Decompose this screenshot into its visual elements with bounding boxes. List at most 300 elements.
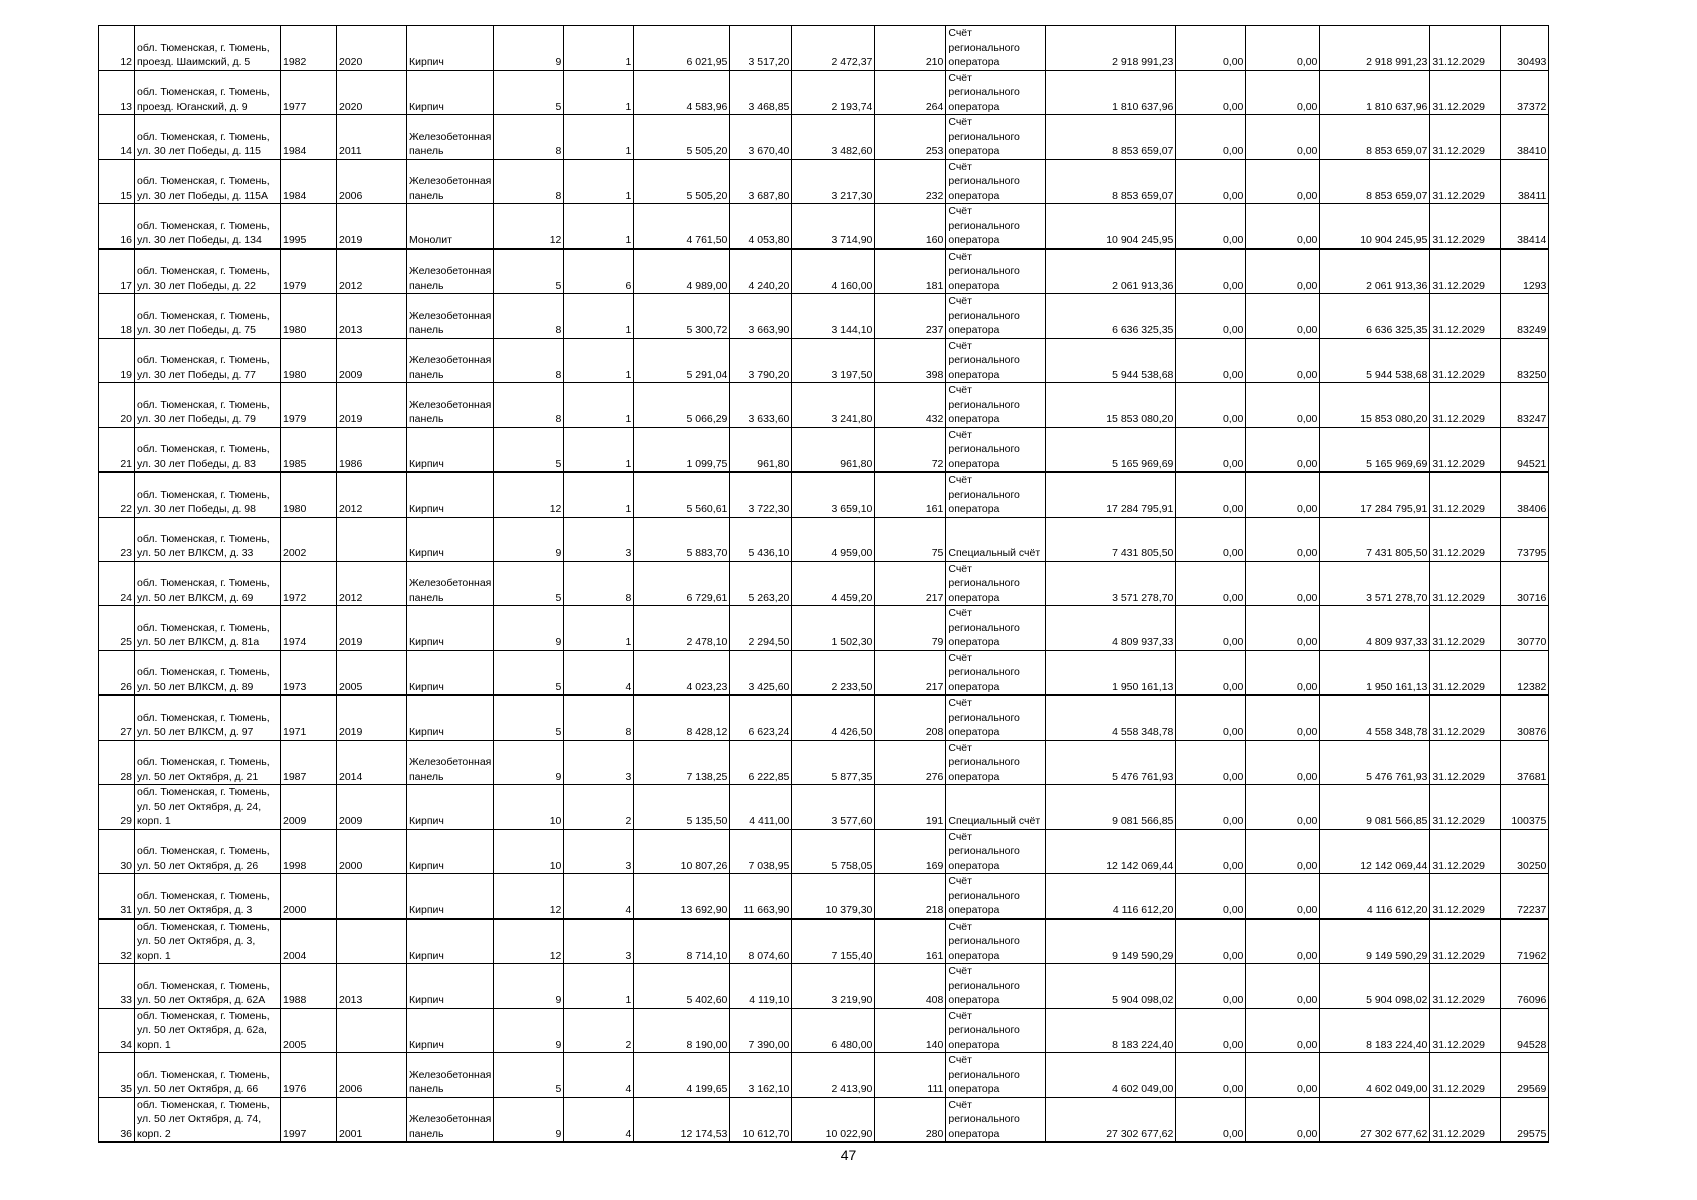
cell-total-area: 4 199,65 (634, 1053, 730, 1098)
cell-fund-method: Счёт регионального оператора (946, 26, 1046, 71)
cell-residential-area: 6 480,00 (792, 1008, 875, 1053)
cell-total-cost: 9 149 590,29 (1046, 919, 1176, 964)
cell-residential-area: 3 144,10 (792, 294, 875, 339)
cell-building-id: 73795 (1501, 517, 1549, 561)
cell-entrances: 1 (564, 159, 634, 204)
cell-total-area: 5 402,60 (634, 964, 730, 1009)
cell-address: обл. Тюменская, г. Тюмень, ул. 30 лет Победы, д. 98 (135, 472, 281, 517)
cell-build-year: 1974 (281, 606, 337, 651)
cell-build-year: 1997 (281, 1097, 337, 1142)
cell-owners-funds: 5 476 761,93 (1320, 740, 1430, 785)
cell-total-cost: 4 602 049,00 (1046, 1053, 1176, 1098)
cell-total-cost: 1 810 637,96 (1046, 70, 1176, 115)
cell-deadline: 31.12.2029 (1430, 740, 1501, 785)
cell-floors: 8 (494, 294, 564, 339)
cell-fund-method: Счёт регионального оператора (946, 695, 1046, 740)
cell-floors: 8 (494, 383, 564, 428)
cell-wall-material: Железобетонная панель (407, 561, 494, 606)
cell-floors: 5 (494, 1053, 564, 1098)
cell-fund-method: Счёт регионального оператора (946, 115, 1046, 160)
cell-deadline: 31.12.2029 (1430, 1008, 1501, 1053)
cell-regional-budget: 0,00 (1176, 561, 1246, 606)
cell-entrances: 4 (564, 1053, 634, 1098)
cell-row-number: 33 (99, 964, 135, 1009)
cell-row-number: 34 (99, 1008, 135, 1053)
cell-build-year: 1984 (281, 159, 337, 204)
cell-wall-material: Кирпич (407, 964, 494, 1009)
cell-building-id: 94521 (1501, 427, 1549, 472)
cell-wall-material: Железобетонная панель (407, 249, 494, 294)
cell-total-cost: 8 853 659,07 (1046, 115, 1176, 160)
cell-regional-budget: 0,00 (1176, 829, 1246, 874)
cell-floors: 5 (494, 561, 564, 606)
cell-owners-funds: 9 149 590,29 (1320, 919, 1430, 964)
cell-address: обл. Тюменская, г. Тюмень, ул. 50 лет ВЛКСМ, д. 97 (135, 695, 281, 740)
table-row (99, 561, 1549, 606)
cell-address: обл. Тюменская, г. Тюмень, ул. 50 лет Октября, д. 62А (135, 964, 281, 1009)
cell-residential-area: 4 959,00 (792, 517, 875, 561)
cell-living-area: 5 436,10 (730, 517, 792, 561)
cell-residential-area: 2 472,37 (792, 26, 875, 71)
cell-wall-material: Железобетонная панель (407, 740, 494, 785)
cell-residents: 280 (875, 1097, 946, 1142)
cell-last-repair-year (337, 1008, 407, 1053)
cell-build-year: 1987 (281, 740, 337, 785)
cell-living-area: 3 517,20 (730, 26, 792, 71)
cell-entrances: 4 (564, 874, 634, 919)
cell-residents: 208 (875, 695, 946, 740)
cell-local-budget: 0,00 (1246, 964, 1320, 1009)
table-row (99, 874, 1549, 919)
cell-row-number: 36 (99, 1097, 135, 1142)
cell-owners-funds: 15 853 080,20 (1320, 383, 1430, 428)
cell-building-id: 83249 (1501, 294, 1549, 339)
cell-building-id: 29569 (1501, 1053, 1549, 1098)
cell-build-year: 1982 (281, 26, 337, 71)
cell-last-repair-year (337, 919, 407, 964)
cell-fund-method: Счёт регионального оператора (946, 829, 1046, 874)
cell-fund-method: Счёт регионального оператора (946, 650, 1046, 695)
cell-total-cost: 4 558 348,78 (1046, 695, 1176, 740)
cell-local-budget: 0,00 (1246, 294, 1320, 339)
cell-living-area: 7 390,00 (730, 1008, 792, 1053)
cell-local-budget: 0,00 (1246, 159, 1320, 204)
cell-build-year: 1973 (281, 650, 337, 695)
cell-total-cost: 5 476 761,93 (1046, 740, 1176, 785)
cell-wall-material: Кирпич (407, 874, 494, 919)
cell-living-area: 3 687,80 (730, 159, 792, 204)
cell-row-number: 12 (99, 26, 135, 71)
cell-entrances: 3 (564, 829, 634, 874)
cell-wall-material: Железобетонная панель (407, 159, 494, 204)
cell-owners-funds: 17 284 795,91 (1320, 472, 1430, 517)
cell-local-budget: 0,00 (1246, 338, 1320, 383)
cell-residents: 160 (875, 204, 946, 249)
cell-entrances: 4 (564, 650, 634, 695)
cell-total-area: 13 692,90 (634, 874, 730, 919)
cell-total-cost: 4 809 937,33 (1046, 606, 1176, 651)
cell-last-repair-year: 1986 (337, 427, 407, 472)
cell-total-area: 5 135,50 (634, 785, 730, 830)
cell-floors: 12 (494, 204, 564, 249)
cell-row-number: 25 (99, 606, 135, 651)
cell-wall-material: Кирпич (407, 26, 494, 71)
cell-total-cost: 3 571 278,70 (1046, 561, 1176, 606)
cell-address: обл. Тюменская, г. Тюмень, ул. 50 лет Октября, д. 21 (135, 740, 281, 785)
cell-entrances: 1 (564, 606, 634, 651)
cell-total-area: 4 761,50 (634, 204, 730, 249)
cell-entrances: 1 (564, 70, 634, 115)
cell-local-budget: 0,00 (1246, 472, 1320, 517)
cell-floors: 8 (494, 338, 564, 383)
cell-local-budget: 0,00 (1246, 427, 1320, 472)
table-row (99, 115, 1549, 160)
cell-wall-material: Железобетонная панель (407, 115, 494, 160)
cell-total-area: 5 066,29 (634, 383, 730, 428)
cell-build-year: 1979 (281, 249, 337, 294)
cell-owners-funds: 2 918 991,23 (1320, 26, 1430, 71)
cell-deadline: 31.12.2029 (1430, 606, 1501, 651)
cell-residential-area: 10 022,90 (792, 1097, 875, 1142)
cell-fund-method: Счёт регионального оператора (946, 919, 1046, 964)
cell-last-repair-year: 2012 (337, 249, 407, 294)
cell-deadline: 31.12.2029 (1430, 26, 1501, 71)
cell-total-area: 4 583,96 (634, 70, 730, 115)
cell-deadline: 31.12.2029 (1430, 427, 1501, 472)
cell-deadline: 31.12.2029 (1430, 785, 1501, 830)
cell-floors: 9 (494, 1008, 564, 1053)
cell-fund-method: Счёт регионального оператора (946, 427, 1046, 472)
cell-residents: 111 (875, 1053, 946, 1098)
cell-local-budget: 0,00 (1246, 785, 1320, 830)
cell-regional-budget: 0,00 (1176, 785, 1246, 830)
cell-fund-method: Счёт регионального оператора (946, 472, 1046, 517)
cell-living-area: 11 663,90 (730, 874, 792, 919)
cell-address: обл. Тюменская, г. Тюмень, ул. 50 лет Октября, д. 74, корп. 2 (135, 1097, 281, 1142)
cell-address: обл. Тюменская, г. Тюмень, ул. 30 лет Победы, д. 83 (135, 427, 281, 472)
cell-floors: 5 (494, 650, 564, 695)
cell-row-number: 28 (99, 740, 135, 785)
cell-build-year: 1980 (281, 294, 337, 339)
cell-last-repair-year: 2005 (337, 650, 407, 695)
cell-total-cost: 6 636 325,35 (1046, 294, 1176, 339)
cell-deadline: 31.12.2029 (1430, 1053, 1501, 1098)
cell-total-area: 5 291,04 (634, 338, 730, 383)
cell-local-budget: 0,00 (1246, 26, 1320, 71)
cell-build-year: 1985 (281, 427, 337, 472)
cell-last-repair-year (337, 874, 407, 919)
cell-entrances: 3 (564, 517, 634, 561)
cell-fund-method: Счёт регионального оператора (946, 606, 1046, 651)
cell-local-budget: 0,00 (1246, 874, 1320, 919)
cell-row-number: 19 (99, 338, 135, 383)
cell-row-number: 26 (99, 650, 135, 695)
cell-living-area: 4 119,10 (730, 964, 792, 1009)
cell-regional-budget: 0,00 (1176, 26, 1246, 71)
cell-build-year: 2004 (281, 919, 337, 964)
cell-regional-budget: 0,00 (1176, 740, 1246, 785)
cell-living-area: 4 411,00 (730, 785, 792, 830)
cell-residents: 191 (875, 785, 946, 830)
cell-row-number: 13 (99, 70, 135, 115)
cell-address: обл. Тюменская, г. Тюмень, ул. 30 лет Победы, д. 134 (135, 204, 281, 249)
table-row (99, 159, 1549, 204)
cell-deadline: 31.12.2029 (1430, 695, 1501, 740)
table-row (99, 383, 1549, 428)
cell-wall-material: Кирпич (407, 695, 494, 740)
cell-row-number: 15 (99, 159, 135, 204)
cell-deadline: 31.12.2029 (1430, 1097, 1501, 1142)
cell-floors: 9 (494, 740, 564, 785)
cell-address: обл. Тюменская, г. Тюмень, ул. 30 лет Победы, д. 22 (135, 249, 281, 294)
cell-deadline: 31.12.2029 (1430, 159, 1501, 204)
cell-total-area: 4 989,00 (634, 249, 730, 294)
cell-owners-funds: 5 165 969,69 (1320, 427, 1430, 472)
cell-total-cost: 5 904 098,02 (1046, 964, 1176, 1009)
cell-regional-budget: 0,00 (1176, 606, 1246, 651)
cell-local-budget: 0,00 (1246, 695, 1320, 740)
cell-residents: 398 (875, 338, 946, 383)
cell-deadline: 31.12.2029 (1430, 115, 1501, 160)
cell-owners-funds: 5 904 098,02 (1320, 964, 1430, 1009)
cell-total-cost: 17 284 795,91 (1046, 472, 1176, 517)
cell-owners-funds: 27 302 677,62 (1320, 1097, 1430, 1142)
cell-entrances: 1 (564, 204, 634, 249)
cell-building-id: 38406 (1501, 472, 1549, 517)
cell-entrances: 1 (564, 115, 634, 160)
cell-address: обл. Тюменская, г. Тюмень, ул. 30 лет Победы, д. 77 (135, 338, 281, 383)
cell-total-area: 6 729,61 (634, 561, 730, 606)
cell-owners-funds: 9 081 566,85 (1320, 785, 1430, 830)
cell-owners-funds: 8 183 224,40 (1320, 1008, 1430, 1053)
cell-total-cost: 8 183 224,40 (1046, 1008, 1176, 1053)
table-row (99, 1097, 1549, 1142)
cell-wall-material: Кирпич (407, 517, 494, 561)
cell-residents: 72 (875, 427, 946, 472)
cell-regional-budget: 0,00 (1176, 517, 1246, 561)
cell-living-area: 3 663,90 (730, 294, 792, 339)
cell-residents: 217 (875, 650, 946, 695)
cell-residents: 253 (875, 115, 946, 160)
table-row (99, 785, 1549, 830)
cell-owners-funds: 5 944 538,68 (1320, 338, 1430, 383)
cell-building-id: 29575 (1501, 1097, 1549, 1142)
cell-row-number: 32 (99, 919, 135, 964)
cell-build-year: 1984 (281, 115, 337, 160)
cell-residents: 79 (875, 606, 946, 651)
cell-owners-funds: 6 636 325,35 (1320, 294, 1430, 339)
cell-total-cost: 10 904 245,95 (1046, 204, 1176, 249)
cell-residents: 161 (875, 919, 946, 964)
cell-residential-area: 2 193,74 (792, 70, 875, 115)
cell-entrances: 4 (564, 1097, 634, 1142)
cell-address: обл. Тюменская, г. Тюмень, проезд. Шаимский, д. 5 (135, 26, 281, 71)
cell-last-repair-year: 2019 (337, 204, 407, 249)
cell-entrances: 3 (564, 740, 634, 785)
cell-owners-funds: 4 558 348,78 (1320, 695, 1430, 740)
cell-wall-material: Кирпич (407, 472, 494, 517)
cell-total-area: 5 883,70 (634, 517, 730, 561)
cell-building-id: 30250 (1501, 829, 1549, 874)
cell-fund-method: Счёт регионального оператора (946, 249, 1046, 294)
cell-total-area: 5 505,20 (634, 115, 730, 160)
cell-last-repair-year: 2009 (337, 785, 407, 830)
cell-row-number: 16 (99, 204, 135, 249)
cell-owners-funds: 10 904 245,95 (1320, 204, 1430, 249)
cell-address: обл. Тюменская, г. Тюмень, ул. 50 лет Октября, д. 3 (135, 874, 281, 919)
cell-building-id: 83247 (1501, 383, 1549, 428)
cell-residential-area: 3 241,80 (792, 383, 875, 428)
cell-address: обл. Тюменская, г. Тюмень, ул. 30 лет Победы, д. 79 (135, 383, 281, 428)
cell-floors: 9 (494, 26, 564, 71)
table-row (99, 829, 1549, 874)
cell-local-budget: 0,00 (1246, 561, 1320, 606)
cell-floors: 8 (494, 115, 564, 160)
cell-fund-method: Счёт регионального оператора (946, 1097, 1046, 1142)
cell-last-repair-year: 2001 (337, 1097, 407, 1142)
cell-local-budget: 0,00 (1246, 1053, 1320, 1098)
cell-deadline: 31.12.2029 (1430, 383, 1501, 428)
cell-local-budget: 0,00 (1246, 919, 1320, 964)
cell-fund-method: Счёт регионального оператора (946, 964, 1046, 1009)
cell-row-number: 21 (99, 427, 135, 472)
cell-address: обл. Тюменская, г. Тюмень, ул. 50 лет Октября, д. 3, корп. 1 (135, 919, 281, 964)
cell-build-year: 1980 (281, 472, 337, 517)
cell-residential-area: 3 714,90 (792, 204, 875, 249)
cell-living-area: 3 790,20 (730, 338, 792, 383)
cell-total-area: 8 714,10 (634, 919, 730, 964)
cell-fund-method: Счёт регионального оператора (946, 70, 1046, 115)
cell-floors: 9 (494, 1097, 564, 1142)
cell-wall-material: Кирпич (407, 650, 494, 695)
cell-living-area: 3 425,60 (730, 650, 792, 695)
cell-fund-method: Счёт регионального оператора (946, 740, 1046, 785)
cell-building-id: 76096 (1501, 964, 1549, 1009)
cell-residential-area: 5 877,35 (792, 740, 875, 785)
cell-floors: 9 (494, 964, 564, 1009)
cell-living-area: 5 263,20 (730, 561, 792, 606)
cell-row-number: 18 (99, 294, 135, 339)
cell-total-cost: 12 142 069,44 (1046, 829, 1176, 874)
cell-building-id: 38414 (1501, 204, 1549, 249)
cell-floors: 12 (494, 874, 564, 919)
cell-build-year: 1998 (281, 829, 337, 874)
cell-row-number: 22 (99, 472, 135, 517)
table-row (99, 919, 1549, 964)
cell-regional-budget: 0,00 (1176, 1097, 1246, 1142)
cell-residential-area: 1 502,30 (792, 606, 875, 651)
cell-residential-area: 3 659,10 (792, 472, 875, 517)
cell-building-id: 83250 (1501, 338, 1549, 383)
cell-wall-material: Кирпич (407, 606, 494, 651)
cell-row-number: 14 (99, 115, 135, 160)
cell-building-id: 72237 (1501, 874, 1549, 919)
cell-owners-funds: 3 571 278,70 (1320, 561, 1430, 606)
cell-regional-budget: 0,00 (1176, 695, 1246, 740)
cell-entrances: 8 (564, 695, 634, 740)
cell-last-repair-year: 2006 (337, 1053, 407, 1098)
cell-row-number: 17 (99, 249, 135, 294)
cell-regional-budget: 0,00 (1176, 249, 1246, 294)
cell-residents: 264 (875, 70, 946, 115)
cell-last-repair-year: 2012 (337, 561, 407, 606)
cell-address: обл. Тюменская, г. Тюмень, проезд. Юганский, д. 9 (135, 70, 281, 115)
cell-residential-area: 4 426,50 (792, 695, 875, 740)
cell-residents: 181 (875, 249, 946, 294)
cell-total-cost: 1 950 161,13 (1046, 650, 1176, 695)
cell-entrances: 1 (564, 383, 634, 428)
cell-living-area: 10 612,70 (730, 1097, 792, 1142)
cell-deadline: 31.12.2029 (1430, 517, 1501, 561)
cell-living-area: 3 633,60 (730, 383, 792, 428)
cell-regional-budget: 0,00 (1176, 70, 1246, 115)
cell-build-year: 1980 (281, 338, 337, 383)
cell-deadline: 31.12.2029 (1430, 70, 1501, 115)
cell-local-budget: 0,00 (1246, 115, 1320, 160)
cell-fund-method: Счёт регионального оператора (946, 338, 1046, 383)
cell-build-year: 1976 (281, 1053, 337, 1098)
cell-owners-funds: 4 809 937,33 (1320, 606, 1430, 651)
table-row (99, 517, 1549, 561)
cell-row-number: 23 (99, 517, 135, 561)
cell-total-area: 8 190,00 (634, 1008, 730, 1053)
cell-living-area: 2 294,50 (730, 606, 792, 651)
cell-total-area: 6 021,95 (634, 26, 730, 71)
cell-building-id: 12382 (1501, 650, 1549, 695)
cell-living-area: 3 722,30 (730, 472, 792, 517)
cell-deadline: 31.12.2029 (1430, 561, 1501, 606)
cell-row-number: 20 (99, 383, 135, 428)
cell-build-year: 1979 (281, 383, 337, 428)
table-row (99, 964, 1549, 1009)
cell-residential-area: 3 197,50 (792, 338, 875, 383)
cell-local-budget: 0,00 (1246, 1097, 1320, 1142)
cell-total-cost: 5 165 969,69 (1046, 427, 1176, 472)
cell-wall-material: Кирпич (407, 1008, 494, 1053)
cell-total-area: 10 807,26 (634, 829, 730, 874)
cell-wall-material: Кирпич (407, 829, 494, 874)
cell-last-repair-year: 2020 (337, 26, 407, 71)
cell-address: обл. Тюменская, г. Тюмень, ул. 50 лет ВЛКСМ, д. 81а (135, 606, 281, 651)
cell-residential-area: 3 217,30 (792, 159, 875, 204)
cell-floors: 8 (494, 159, 564, 204)
cell-total-area: 1 099,75 (634, 427, 730, 472)
cell-deadline: 31.12.2029 (1430, 472, 1501, 517)
cell-residents: 140 (875, 1008, 946, 1053)
cell-build-year: 2002 (281, 517, 337, 561)
cell-residential-area: 3 482,60 (792, 115, 875, 160)
cell-address: обл. Тюменская, г. Тюмень, ул. 30 лет Победы, д. 115 (135, 115, 281, 160)
cell-floors: 10 (494, 785, 564, 830)
cell-regional-budget: 0,00 (1176, 115, 1246, 160)
cell-owners-funds: 4 602 049,00 (1320, 1053, 1430, 1098)
table-row (99, 338, 1549, 383)
cell-residential-area: 961,80 (792, 427, 875, 472)
cell-total-cost: 2 061 913,36 (1046, 249, 1176, 294)
cell-local-budget: 0,00 (1246, 1008, 1320, 1053)
cell-owners-funds: 1 810 637,96 (1320, 70, 1430, 115)
cell-wall-material: Кирпич (407, 70, 494, 115)
cell-last-repair-year: 2009 (337, 338, 407, 383)
cell-residents: 161 (875, 472, 946, 517)
cell-entrances: 1 (564, 294, 634, 339)
cell-row-number: 35 (99, 1053, 135, 1098)
cell-wall-material: Железобетонная панель (407, 383, 494, 428)
cell-local-budget: 0,00 (1246, 383, 1320, 428)
cell-fund-method: Счёт регионального оператора (946, 159, 1046, 204)
table-row (99, 70, 1549, 115)
cell-residents: 169 (875, 829, 946, 874)
